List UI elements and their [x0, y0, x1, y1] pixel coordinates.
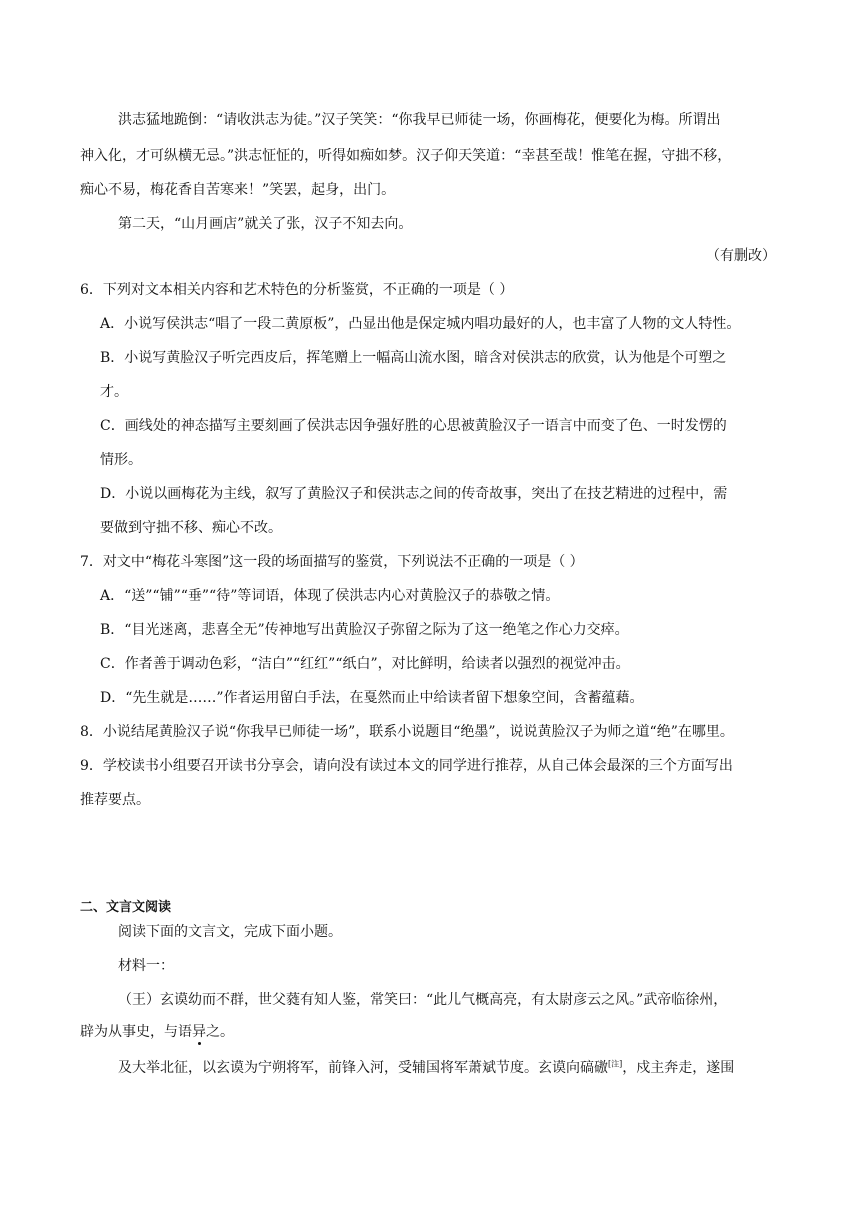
material-label: 材料一：	[118, 958, 174, 974]
q6-option-a: A．小说写侯洪志“唱了一段二黄原板”，凸显出他是保定城内唱功最好的人，也丰富了人物的文人特性。	[100, 316, 741, 332]
q6-option-b-line1: B．小说写黄脸汉子听完西皮后，挥笔赠上一幅高山流水图，暗含对侯洪志的欣赏，认为他是个可塑之	[100, 350, 727, 366]
q7-option-b: B．“目光迷离，悲喜全无”传神地写出黄脸汉子弥留之际为了这一绝笔之作心力交瘁。	[100, 622, 629, 638]
material1-line1: （王）玄谟幼而不群，世父蕤有知人鉴，常笑曰：“此儿气概高亮，有太尉彦云之风。”武帝临徐州，	[118, 992, 728, 1008]
q6-option-d-line2: 要做到守拙不移、痴心不改。	[100, 520, 282, 536]
q6-option-d-line1: D．小说以画梅花为主线，叙写了黄脸汉子和侯洪志之间的传奇故事，突出了在技艺精进的过程中，需	[100, 486, 728, 502]
story-para1-line1: 洪志猛地跪倒：“请收洪志为徒。”汉子笑笑：“你我早已师徒一场，你画梅花，便要化为梅。所谓出	[118, 112, 721, 128]
story-para1-line3: 痴心不易，梅花香自苦寒来！”笑罢，起身，出门。	[80, 182, 396, 198]
material1-line2	[80, 1022, 234, 1042]
q9-line2: 推荐要点。	[80, 792, 150, 808]
story-para1-line2: 神入化，才可纵横无忌。”洪志怔怔的，听得如痴如梦。汉子仰天笑道：“幸甚至哉！惟笔在握，守拙不移，	[80, 148, 732, 164]
q6-stem: 6．下列对文本相关内容和艺术特色的分析鉴赏，不正确的一项是（ ）	[80, 282, 514, 298]
footnote-marker: [注]	[608, 1059, 623, 1069]
q8: 8．小说结尾黄脸汉子说“你我早已师徒一场”，联系小说题目“绝墨”，说说黄脸汉子为师之道“绝”在哪里。	[80, 724, 734, 740]
material2-line1	[118, 1058, 734, 1078]
material1-line2-post: 之。	[206, 1024, 234, 1040]
q9-line1: 9．学校读书小组要召开读书分享会，请向没有读过本文的同学进行推荐，从自己体会最深的三个方面写出	[80, 758, 733, 774]
q7-option-a: A．“送”“铺”“垂”“待”等词语，体现了侯洪志内心对黄脸汉子的恭敬之情。	[100, 588, 560, 604]
material1-line2-pre: 辟为从事史，与语	[80, 1024, 192, 1040]
section-heading: 二、文言文阅读	[80, 900, 172, 915]
q7-option-d: D．“先生就是……”作者运用留白手法，在戛然而止中给读者留下想象空间，含蓄蕴藉。	[100, 690, 644, 706]
q7-option-c: C．作者善于调动色彩，“洁白”“红红”“纸白”，对比鲜明，给读者以强烈的视觉冲击。	[100, 656, 630, 672]
source-note: （有删改）	[706, 248, 776, 264]
q6-option-c-line2: 情形。	[100, 452, 142, 468]
material2-line1-post: ，戍主奔走，遂围	[622, 1060, 735, 1076]
dotted-char: 异	[192, 1024, 206, 1040]
q6-option-b-line2: 才。	[100, 384, 128, 400]
material2-line1-pre: 及大举北征，以玄谟为宁朔将军，前锋入河，受辅国将军萧斌节度。玄谟向碻磝	[118, 1060, 608, 1076]
q7-stem: 7．对文中“梅花斗寒图”这一段的场面描写的鉴赏，下列说法不正确的一项是（ ）	[80, 554, 584, 570]
story-para2: 第二天，“山月画店”就关了张，汉子不知去向。	[118, 216, 413, 232]
q6-option-c-line1: C．画线处的神态描写主要刻画了侯洪志因争强好胜的心思被黄脸汉子一语言中而变了色、一时发愣的	[100, 418, 727, 434]
section-instruction: 阅读下面的文言文，完成下面小题。	[118, 924, 342, 940]
